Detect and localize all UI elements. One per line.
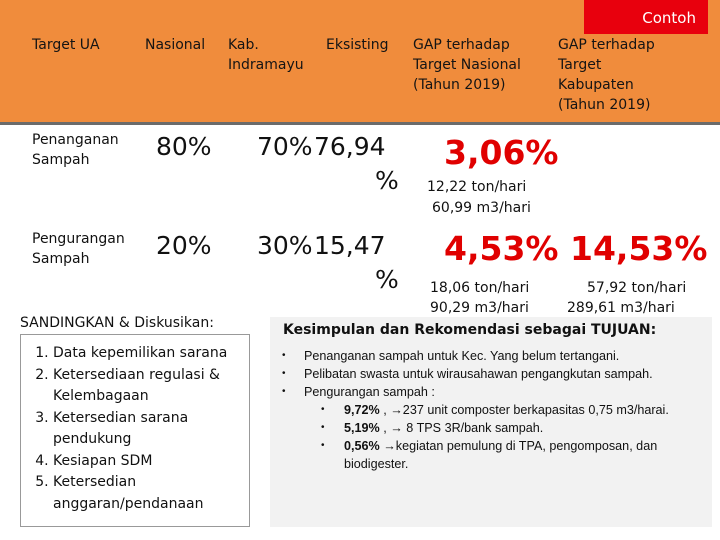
list-item: 5. Ketersedian anggaran/pendanaan <box>53 472 249 515</box>
conclusion-list <box>276 347 706 473</box>
header-target-ua: Target UA <box>32 37 100 53</box>
list-item: 1. Data kepemilikan sarana <box>53 343 249 365</box>
sub-item <box>344 419 706 437</box>
header-gap-kab-3: Kabupaten <box>558 77 634 93</box>
row1-gap-nasional: 3,06% <box>444 133 559 172</box>
row2-gap-nasional: 4,53% <box>444 229 559 268</box>
sub-item <box>344 437 706 473</box>
list-item <box>304 383 706 473</box>
list-item: 2. Ketersediaan regulasi & Kelembagaan <box>53 365 249 408</box>
sub-item-text: , →237 unit composter berkapasitas 0,75 m3/harai. <box>379 403 669 417</box>
row2-eksisting-unit: % <box>375 265 399 294</box>
row2-label-1: Pengurangan <box>32 231 125 247</box>
row2-label-2: Sampah <box>32 251 90 267</box>
row1-eksisting-unit: % <box>375 166 399 195</box>
row1-nasional: 80% <box>156 132 212 161</box>
discussion-list <box>21 335 249 515</box>
list-item: 4. Kesiapan SDM <box>53 451 249 473</box>
header-gap-nasional-1: GAP terhadap <box>413 37 510 53</box>
row1-eksisting-value: 76,94 <box>314 132 386 161</box>
header-gap-kab-2: Target <box>558 57 602 73</box>
conclusion-title: Kesimpulan dan Rekomendasi sebagai TUJUAN: <box>283 322 657 338</box>
row2-gap-kabupaten: 14,53% <box>570 229 708 268</box>
list-item: 3. Ketersedian sarana pendukung <box>53 408 249 451</box>
row1-gap-m3: 60,99 m3/hari <box>432 200 531 216</box>
row2-eksisting-value: 15,47 <box>314 231 386 260</box>
row2-nasional: 20% <box>156 231 212 260</box>
row1-label-1: Penanganan <box>32 132 119 148</box>
row2-gap-m3: 90,29 m3/hari <box>430 300 529 316</box>
row1-kab: 70% <box>257 132 313 161</box>
list-item-text: Pengurangan sampah : <box>304 385 435 399</box>
sub-item-value: 9,72% <box>344 403 380 417</box>
sub-item-value: 5,19% <box>344 421 380 435</box>
header-nasional: Nasional <box>145 37 206 53</box>
header-kab-line1: Kab. <box>228 37 259 53</box>
contoh-badge: Contoh <box>584 0 708 34</box>
sub-item <box>344 401 706 419</box>
row1-gap-ton: 12,22 ton/hari <box>427 179 527 195</box>
header-gap-kab-1: GAP terhadap <box>558 37 655 53</box>
header-gap-nasional-2: Target Nasional <box>413 57 521 73</box>
header-gap-kab-4: (Tahun 2019) <box>558 97 651 113</box>
row2-gap-kab-ton: 57,92 ton/hari <box>587 280 687 296</box>
header-gap-nasional-3: (Tahun 2019) <box>413 77 506 93</box>
row1-label-2: Sampah <box>32 152 90 168</box>
header-eksisting: Eksisting <box>326 37 389 53</box>
header-kab-line2: Indramayu <box>228 57 304 73</box>
discussion-list-box <box>20 334 250 527</box>
header-divider <box>0 122 720 125</box>
row2-gap-ton: 18,06 ton/hari <box>430 280 530 296</box>
discussion-heading: SANDINGKAN & Diskusikan: <box>20 315 214 331</box>
sub-item-value: 0,56% <box>344 439 380 453</box>
sub-item-text: →kegiatan pemulung di TPA, pengomposan, dan biodigester. <box>344 439 658 471</box>
row2-gap-kab-m3: 289,61 m3/hari <box>567 300 675 316</box>
list-item: • Pelibatan swasta untuk wirausahawan pengangkutan sampah. <box>304 365 706 383</box>
sub-item-text: , → 8 TPS 3R/bank sampah. <box>379 421 544 435</box>
list-item: • Penanganan sampah untuk Kec. Yang belum tertangani. <box>304 347 706 365</box>
row2-kab: 30% <box>257 231 313 260</box>
